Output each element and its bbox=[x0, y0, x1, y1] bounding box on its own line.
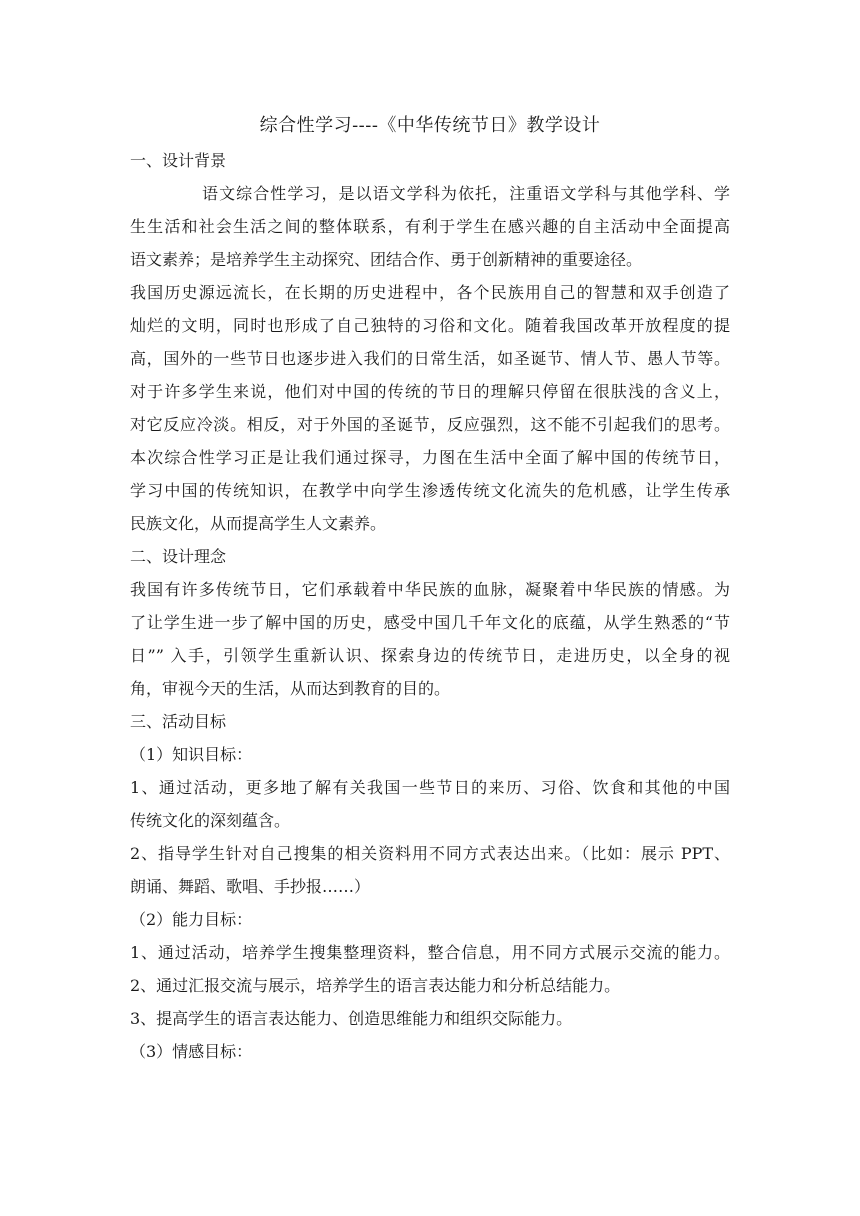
list-item-line: 1、通过活动，培养学生搜集整理资料，整合信息，用不同方式展示交流的能力。 bbox=[130, 943, 730, 962]
list-item-line: 3、提高学生的语言表达能力、创造思维能力和组织交际能力。 bbox=[130, 1009, 573, 1028]
section-heading-concept: 二、设计理念 bbox=[130, 547, 227, 566]
section-heading-background: 一、设计背景 bbox=[130, 151, 227, 170]
paragraph-line: 日”” 入手，引领学生重新认识、探索身边的传统节日，走进历史，以全身的视 bbox=[130, 646, 730, 665]
list-item-line: 1、通过活动，更多地了解有关我国一些节日的来历、习俗、饮食和其他的中国 bbox=[130, 778, 730, 797]
paragraph-line: 我国历史源远流长，在长期的历史进程中，各个民族用自己的智慧和双手创造了 bbox=[130, 283, 730, 302]
paragraph-line: 本次综合性学习正是让我们通过探寻，力图在生活中全面了解中国的传统节日， bbox=[130, 448, 730, 467]
list-item-line: 2、指导学生针对自己搜集的相关资料用不同方式表达出来。（比如：展示 PPT、 bbox=[130, 844, 730, 863]
document-page bbox=[130, 110, 730, 1068]
paragraph-line: 了让学生进一步了解中国的历史，感受中国几千年文化的底蕴，从学生熟悉的“节 bbox=[130, 613, 730, 632]
paragraph-line: 生生活和社会生活之间的整体联系，有利于学生在感兴趣的自主活动中全面提高 bbox=[130, 217, 730, 236]
paragraph-line: 对于许多学生来说，他们对中国的传统的节日的理解只停留在很肤浅的含义上， bbox=[130, 382, 730, 401]
paragraph-line: 角，审视今天的生活，从而达到教育的目的。 bbox=[130, 679, 451, 698]
paragraph-line: 民族文化，从而提高学生人文素养。 bbox=[130, 514, 387, 533]
paragraph-line: 灿烂的文明，同时也形成了自己独特的习俗和文化。随着我国改革开放程度的提 bbox=[130, 316, 730, 335]
paragraph-line: 高，国外的一些节日也逐步进入我们的日常生活，如圣诞节、情人节、愚人节等。 bbox=[130, 349, 730, 368]
paragraph-line: 学习中国的传统知识，在教学中向学生渗透传统文化流失的危机感，让学生传承 bbox=[130, 481, 730, 500]
paragraph-line: 语文素养；是培养学生主动探究、团结合作、勇于创新精神的重要途径。 bbox=[130, 250, 643, 269]
subheading-emotion: （3）情感目标： bbox=[130, 1042, 253, 1061]
list-item-line: 传统文化的深刻蕴含。 bbox=[130, 811, 291, 830]
subheading-ability: （2）能力目标： bbox=[130, 910, 253, 929]
paragraph-line: 对它反应冷淡。相反，对于外国的圣诞节，反应强烈，这不能不引起我们的思考。 bbox=[130, 415, 730, 434]
section-heading-objectives: 三、活动目标 bbox=[130, 712, 227, 731]
list-item-line: 朗诵、舞蹈、歌唱、手抄报……） bbox=[130, 877, 371, 896]
paragraph-line: 语文综合性学习，是以语文学科为依托，注重语文学科与其他学科、学 bbox=[202, 184, 730, 203]
paragraph-line: 我国有许多传统节日，它们承载着中华民族的血脉，凝聚着中华民族的情感。为 bbox=[130, 580, 730, 599]
subheading-knowledge: （1）知识目标： bbox=[130, 745, 253, 764]
list-item-line: 2、通过汇报交流与展示，培养学生的语言表达能力和分析总结能力。 bbox=[130, 976, 621, 995]
document-title: 综合性学习----《中华传统节日》教学设计 bbox=[259, 115, 601, 136]
